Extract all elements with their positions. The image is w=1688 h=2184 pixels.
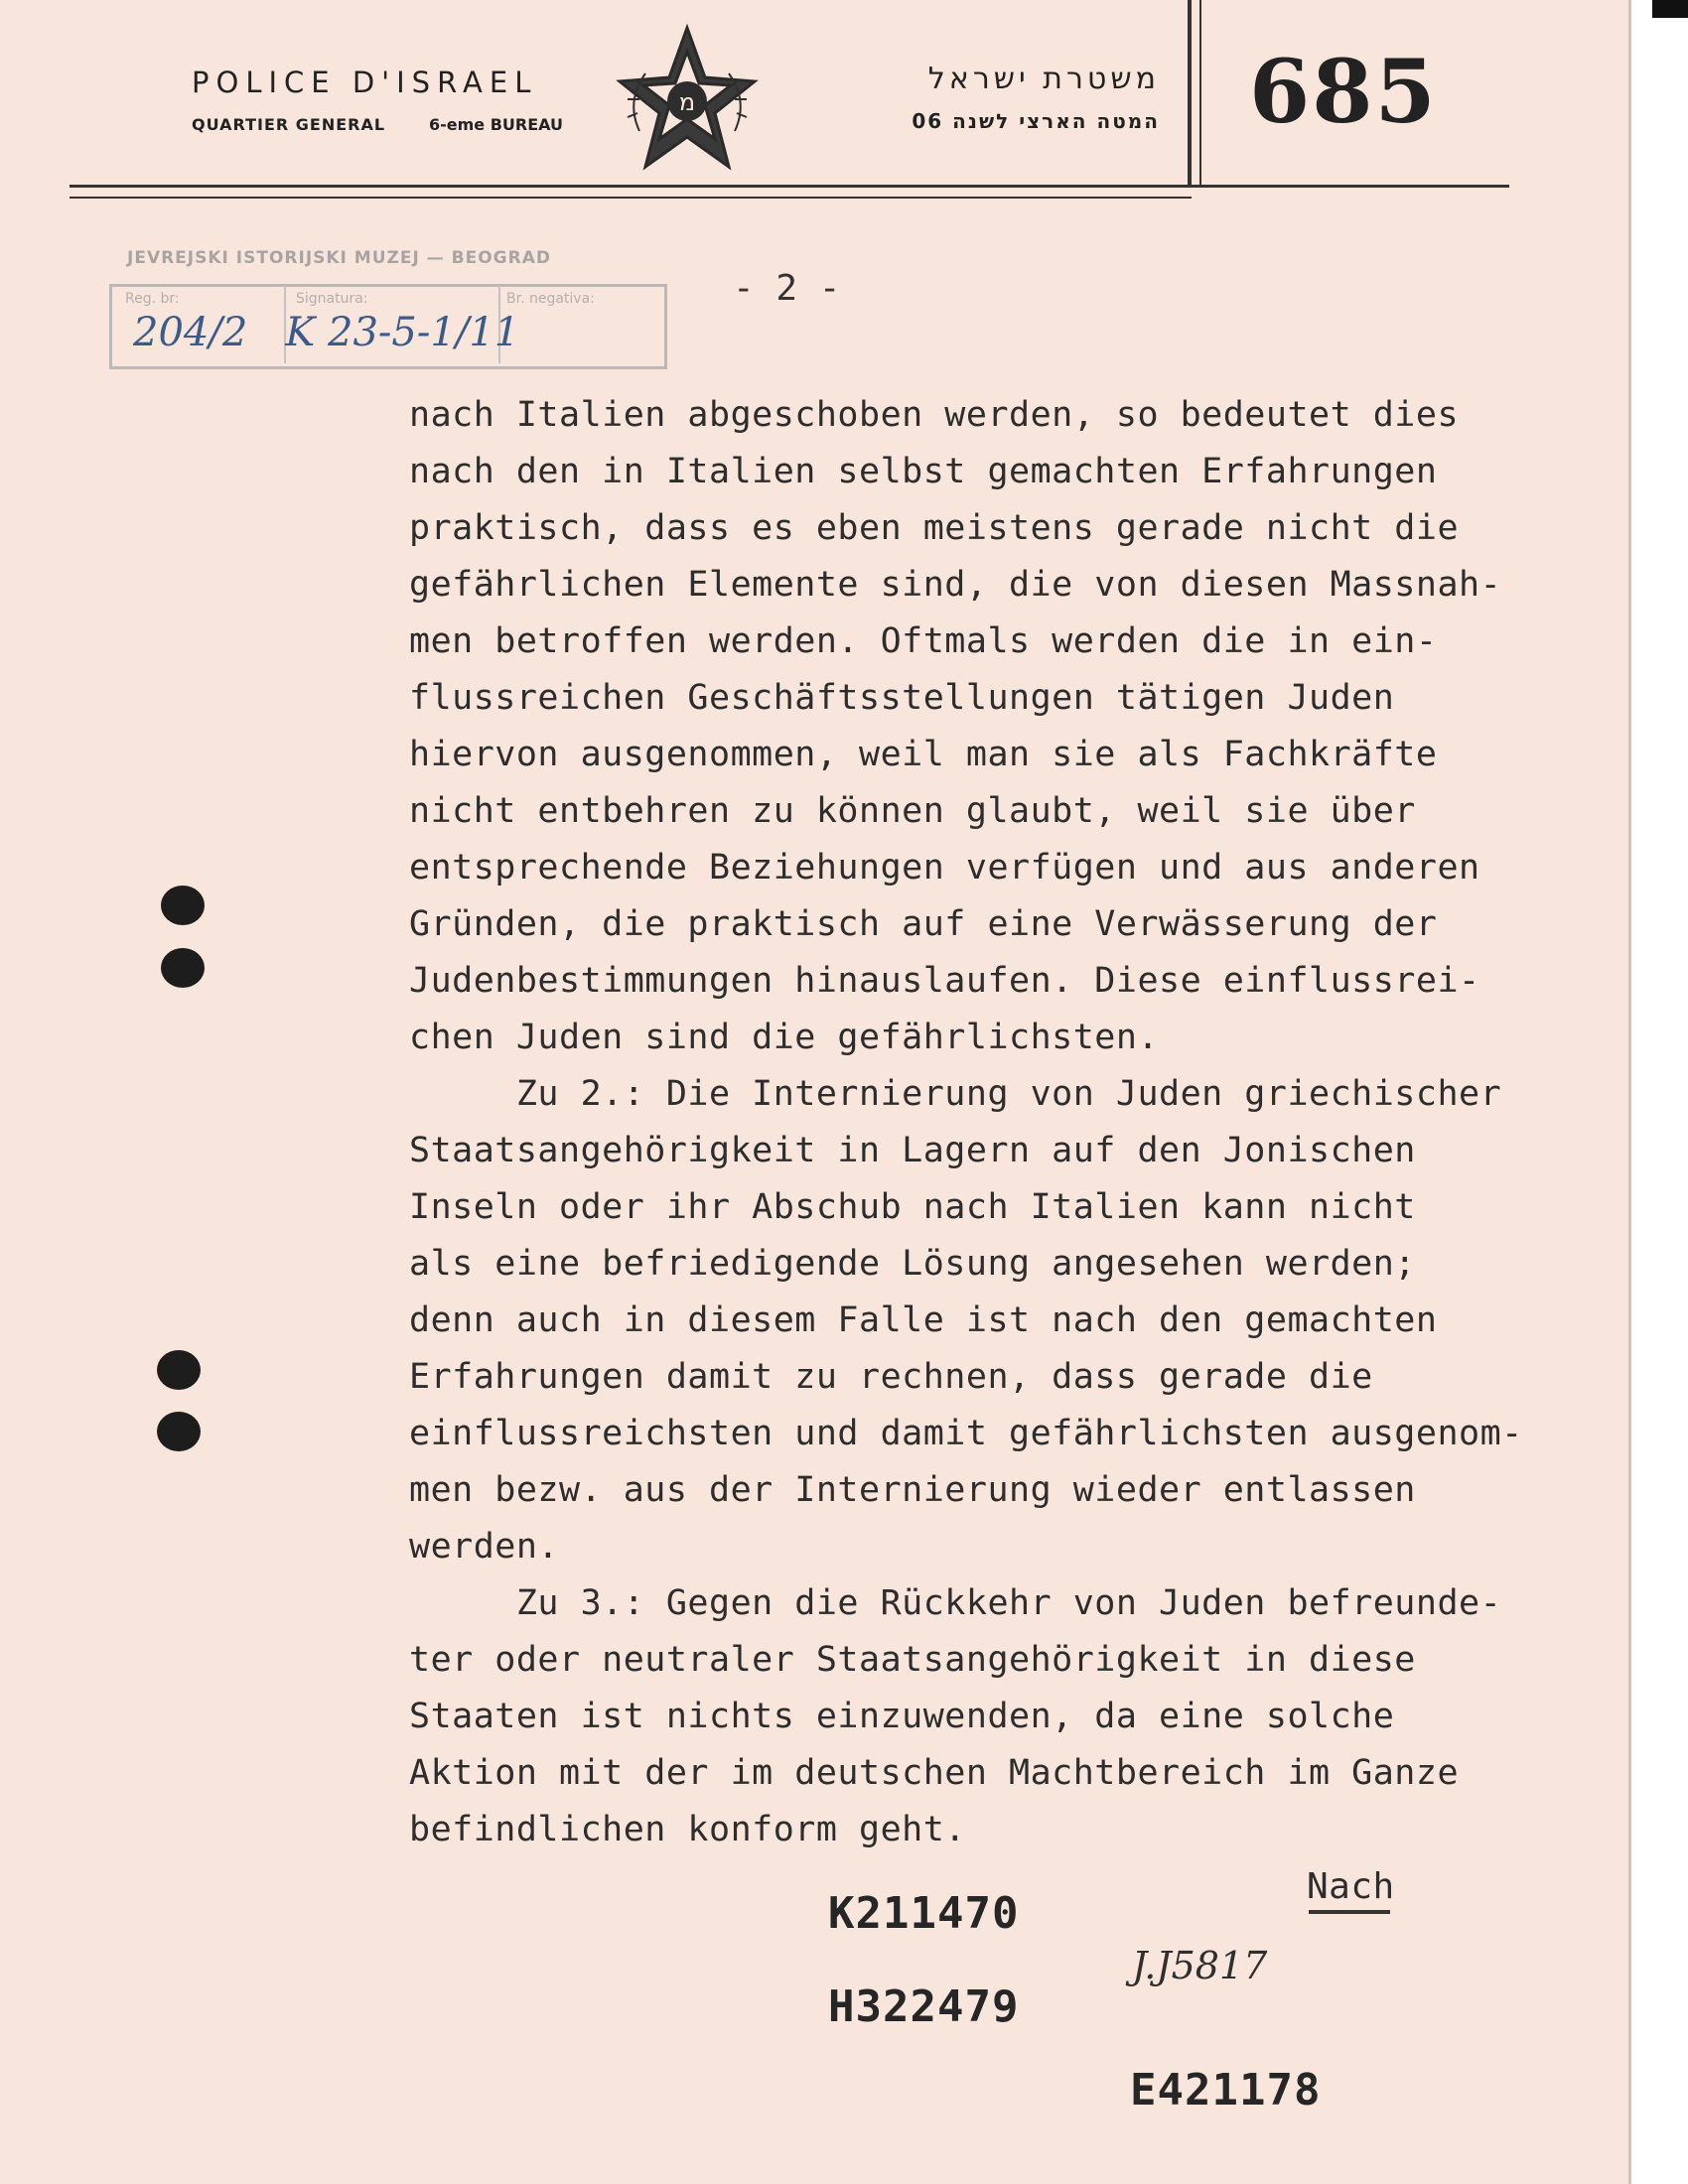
body-line: gefährlichen Elemente sind, die von diesen Massnah- [409, 565, 1502, 605]
stamp-label-reg: Reg. br: [125, 291, 180, 307]
body-line: Gründen, die praktisch auf eine Verwässerung der [409, 904, 1438, 944]
body-line: denn auch in diesem Falle ist nach den gemachten [409, 1300, 1438, 1340]
body-line: Inseln oder ihr Abschub nach Italien kann nicht [409, 1187, 1416, 1227]
file-code: K211470 [828, 1888, 1020, 1939]
body-line: Staaten ist nichts einzuwenden, da eine solche [409, 1697, 1395, 1736]
body-line: hiervon ausgenommen, weil man sie als Fachkräfte [409, 735, 1438, 774]
police-star-emblem-icon [616, 22, 759, 183]
letterhead-hebrew-subtitle: המטה הארצי לשנה 06 [912, 109, 1160, 133]
body-line: einflussreichsten und damit gefährlichsten ausgenom- [409, 1414, 1523, 1453]
page-edge [1628, 0, 1631, 2184]
stamp-label-signatura: Signatura: [296, 291, 368, 307]
punch-hole [157, 1350, 201, 1390]
file-code: H322479 [828, 1981, 1020, 2032]
header-rule-top [70, 185, 1509, 188]
body-line: Zu 2.: Die Internierung von Juden griechischer [409, 1074, 1502, 1114]
body-line: ter oder neutraler Staatsangehörigkeit in diese [409, 1640, 1416, 1680]
body-line: flussreichen Geschäftsstellungen tätigen Juden [409, 678, 1395, 718]
header-divider-vertical-2 [1199, 0, 1201, 187]
stamp-label-negativa: Br. negativa: [506, 291, 595, 307]
punch-hole [161, 886, 205, 925]
stamp-handwritten-entry: 204/2 K 23-5-1/11 [133, 310, 520, 355]
document-number: 685 [1249, 40, 1438, 143]
file-code: E421178 [1130, 2065, 1322, 2116]
body-line: entsprechende Beziehungen verfügen und aus anderen [409, 848, 1480, 887]
letterhead-bureau: 6-eme BUREAU [429, 115, 564, 134]
emblem-letter: מ [678, 88, 696, 116]
body-line: nach den in Italien selbst gemachten Erfahrungen [409, 452, 1438, 491]
handwritten-reference: J.J5817 [1132, 1944, 1268, 1987]
letterhead-subtitle: QUARTIER GENERAL [192, 115, 386, 134]
scan-corner [1652, 0, 1688, 18]
body-line: werden. [409, 1527, 560, 1567]
catchword: Nach [1307, 1866, 1395, 1907]
catchword-underline [1309, 1910, 1390, 1914]
body-line: nicht entbehren zu können glaubt, weil sie über [409, 791, 1416, 831]
letterhead-hebrew-title: משטרת ישראל [927, 62, 1160, 96]
body-line: nach Italien abgeschoben werden, so bedeutet dies [409, 395, 1460, 435]
body-line: Judenbestimmungen hinauslaufen. Diese einflussrei- [409, 961, 1480, 1001]
body-line: als eine befriedigende Lösung angesehen werden; [409, 1244, 1416, 1284]
body-line: Aktion mit der im deutschen Machtbereich im Ganze [409, 1753, 1460, 1793]
header-divider-vertical [1188, 0, 1192, 187]
body-line: befindlichen konform geht. [409, 1810, 966, 1849]
body-line: Staatsangehörigkeit in Lagern auf den Jonischen [409, 1131, 1416, 1170]
archive-stamp-institution: JEVREJSKI ISTORIJSKI MUZEJ — BEOGRAD [127, 248, 551, 268]
body-line: chen Juden sind die gefährlichsten. [409, 1018, 1160, 1057]
letterhead-title: POLICE D'ISRAEL [192, 66, 538, 99]
punch-hole [157, 1412, 201, 1451]
page-marker: - 2 - [733, 268, 841, 309]
punch-hole [161, 948, 205, 988]
body-line: Zu 3.: Gegen die Rückkehr von Juden befreunde- [409, 1583, 1502, 1623]
body-line: Erfahrungen damit zu rechnen, dass gerade die [409, 1357, 1373, 1397]
body-line: praktisch, dass es eben meistens gerade nicht die [409, 508, 1460, 548]
body-line: men betroffen werden. Oftmals werden die in ein- [409, 621, 1438, 661]
header-rule-bottom [70, 197, 1192, 199]
body-line: men bezw. aus der Internierung wieder entlassen [409, 1470, 1416, 1510]
